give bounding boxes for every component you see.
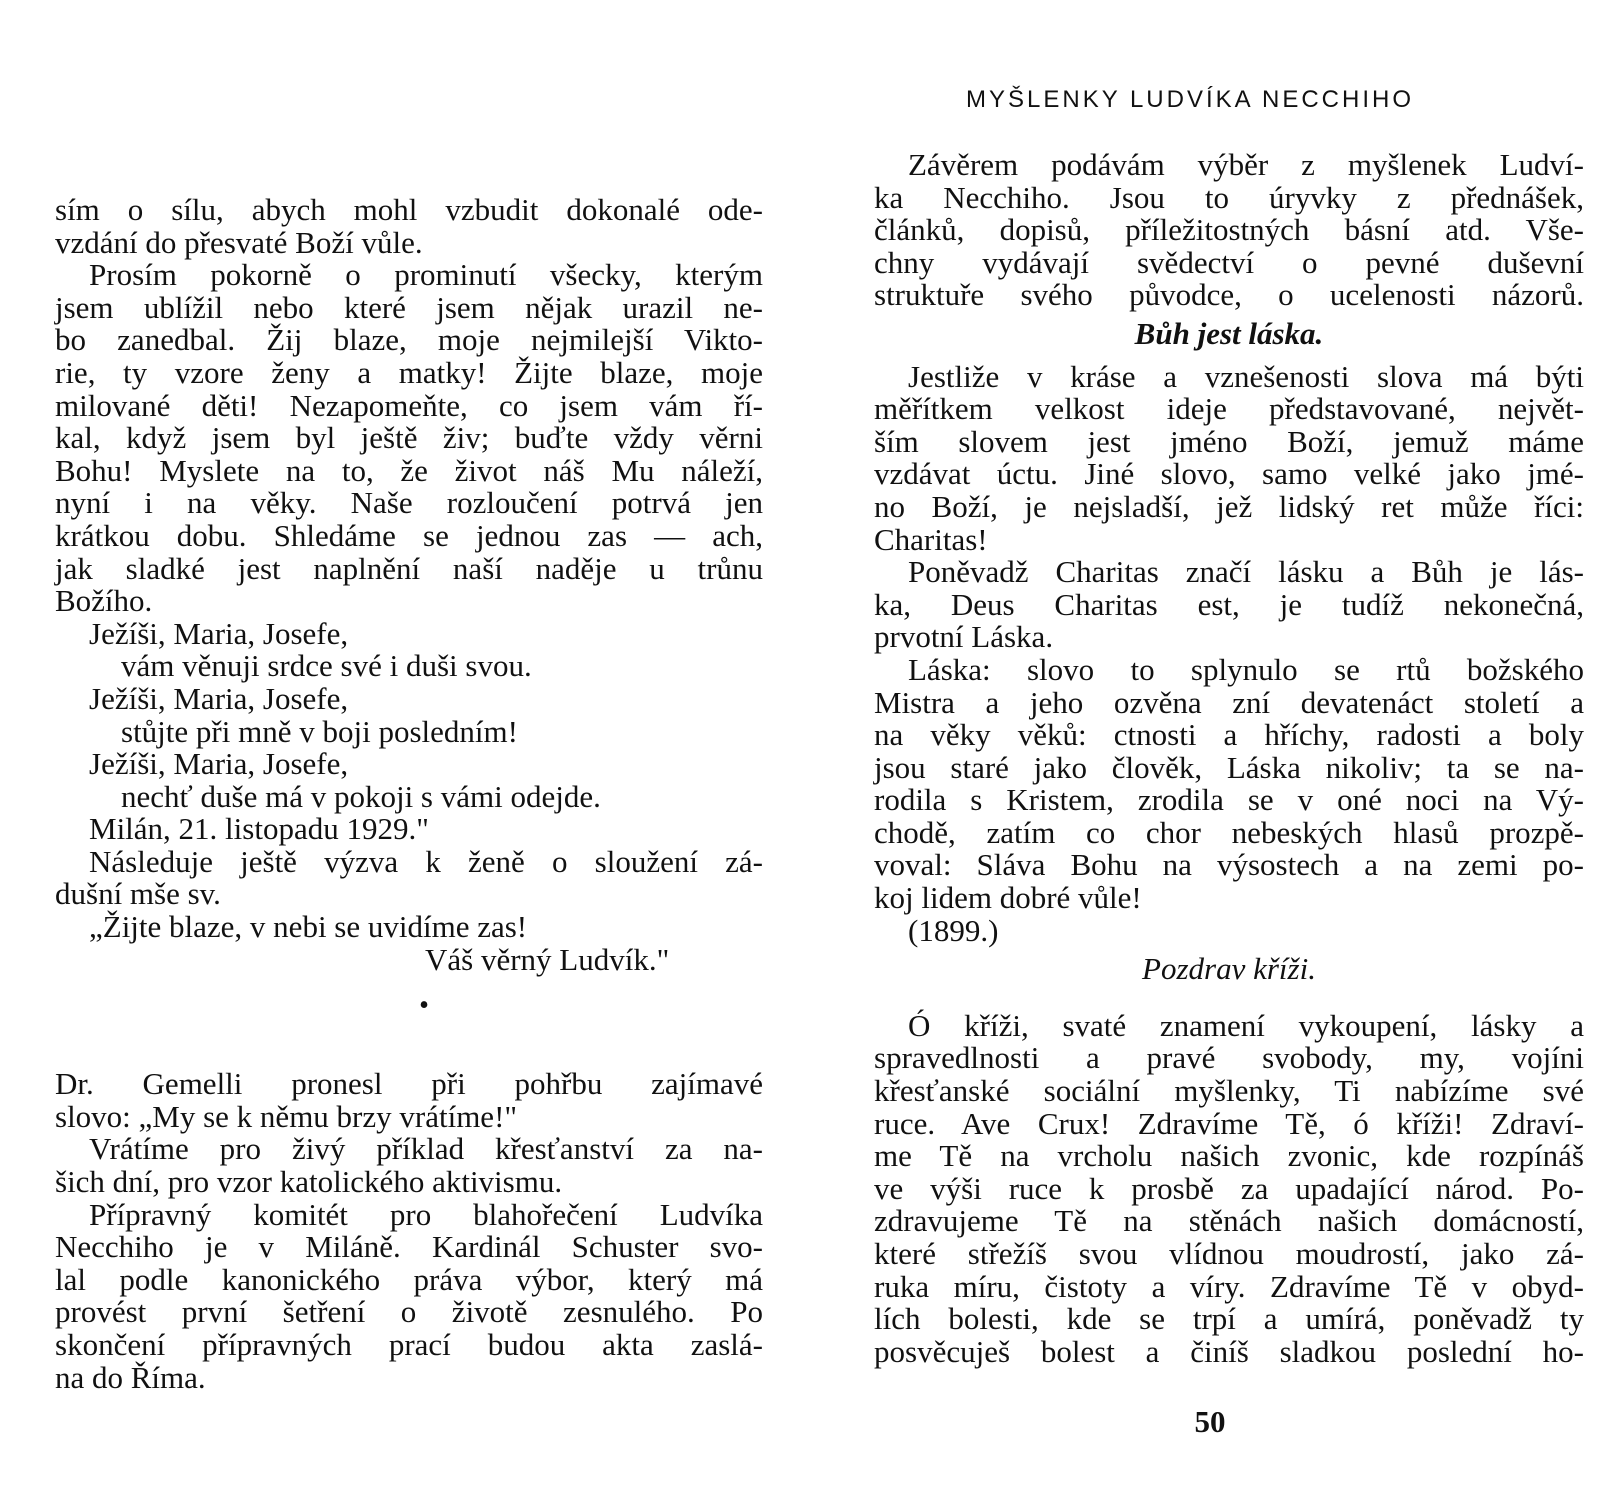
- closing-line: „Žijte blaze, v nebi se uvidíme zas!: [89, 909, 528, 945]
- text-line: křesťanské sociální myšlenky, Ti nabízíme své: [874, 1073, 1584, 1109]
- text-line: bo zanedbal. Žij blaze, moje nejmilejší Vikto-: [55, 322, 763, 358]
- text-line: kal, když jsem byl ještě živ; buďte vždy věrni: [55, 420, 763, 456]
- paragraph: [55, 1133, 763, 1198]
- paragraph: [55, 259, 763, 618]
- text-line: voval: Sláva Bohu na výsostech a na zemi po-: [874, 847, 1584, 883]
- page-number: 50: [1194, 1404, 1226, 1439]
- prayer-line: stůjte při mně v boji posledním!: [121, 713, 518, 749]
- text-line: Následuje ještě výzva k ženě o sloužení zá-: [89, 843, 763, 879]
- spacer: [55, 1036, 763, 1068]
- text-line: rie, ty vzore ženy a matky! Žijte blaze, moje: [55, 354, 763, 390]
- paragraph: [55, 1196, 763, 1395]
- text-line: ve výši ruce k prosbě za upadající národ. Po-: [874, 1170, 1584, 1206]
- text-line: Dr. Gemelli pronesl při pohřbu zajímavé: [55, 1066, 763, 1102]
- text-line: ka, Deus Charitas est, je tudíž nekonečná,: [874, 586, 1584, 622]
- paragraph: [874, 149, 1584, 312]
- text-line: Ó kříži, svaté znamení vykoupení, lásky a: [908, 1007, 1584, 1043]
- text-line: článků, dopisů, příležitostných básní atd. Vše-: [874, 212, 1584, 248]
- text-line: Jestliže v kráse a vznešenosti slova má býti: [908, 358, 1584, 394]
- text-line: na do Říma.: [55, 1359, 206, 1395]
- text-line: skončení přípravných prací budou akta zaslá-: [55, 1327, 763, 1362]
- text-line: které střežíš svou vlídnou moudrostí, jako zá-: [874, 1236, 1584, 1271]
- signature: Váš věrný Ludvík.": [425, 941, 670, 977]
- text-line: Prosím pokorně o prominutí všecky, kterým: [89, 257, 763, 293]
- text-line: Mistra a jeho ozvěna zní devatenáct století a: [874, 684, 1584, 720]
- text-line: no Boží, je nejsladší, jež lidský ret může říci:: [874, 488, 1584, 524]
- text-line: ruce. Ave Crux! Zdravíme Tě, ó kříži! Zdraví-: [874, 1105, 1584, 1141]
- text-line: prvotní Láska.: [874, 619, 1054, 655]
- text-line: rodila s Kristem, zrodila se v oné noci na Vý-: [874, 782, 1584, 818]
- text-line: Přípravný komitét pro blahořečení Ludvíka: [89, 1196, 763, 1232]
- text-line: koj lidem dobré vůle!: [874, 880, 1142, 916]
- text-line: ruka míru, čistoty a víry. Zdravíme Tě v obyd-: [874, 1268, 1584, 1304]
- text-line: Bohu! Myslete na to, že život náš Mu náleží,: [55, 452, 763, 488]
- text-line: chodě, zatím co chor nebeských hlasů prozpě-: [874, 814, 1584, 850]
- prayer: [55, 615, 763, 814]
- prayer-line: Ježíši, Maria, Josefe,: [89, 746, 349, 782]
- text-line: struktuře svého původce, o ucelenosti názorů.: [874, 277, 1584, 313]
- text-line: na věky věků: ctnosti a hříchy, radosti a boly: [874, 717, 1584, 753]
- prayer-line: vám věnuji srdce své i duši svou.: [121, 648, 532, 684]
- text-line: Láska: slovo to splynulo se rtů božského: [908, 651, 1584, 687]
- text-line: vzdání do přesvaté Boží vůle.: [55, 224, 423, 260]
- text-line: Závěrem podávám výběr z myšlenek Ludví-: [908, 147, 1584, 182]
- text-line: lal podle kanonického práva výbor, který má: [55, 1261, 763, 1297]
- left-column: [55, 194, 763, 1394]
- text-line: zdravujeme Tě na stěnách našich domácností,: [874, 1203, 1584, 1239]
- paragraph: [55, 194, 763, 259]
- right-column: [874, 149, 1584, 1368]
- text-line: měřítkem velkost ideje představované, největ-: [874, 391, 1584, 427]
- section-title: Pozdrav kříži.: [1142, 951, 1316, 987]
- text-line: nyní i na věky. Naše rozloučení potrvá jen: [55, 485, 763, 521]
- running-header: MYŠLENKY LUDVÍKA NECCHIHO: [966, 86, 1414, 113]
- year-note: (1899.): [908, 912, 999, 948]
- text-line: Necchiho je v Miláně. Kardinál Schuster svo-: [55, 1229, 763, 1265]
- text-line: lích bolesti, kde se trpí a umírá, poněvadž ty: [874, 1301, 1584, 1337]
- text-line: jak sladké jest naplnění naší naděje u trůnu: [55, 550, 763, 586]
- prayer-line: nechť duše má v pokoji s vámi odejde.: [121, 778, 601, 814]
- text-line: posvěcuješ bolest a činíš sladkou poslední ho-: [874, 1333, 1584, 1369]
- text-line: Poněvadž Charitas značí lásku a Bůh je lás-: [908, 554, 1584, 590]
- text-line: jsou staré jako člověk, Láska nikoliv; ta se na-: [874, 749, 1584, 785]
- text-line: me Tě na vrcholu našich zvonic, kde rozpínáš: [874, 1138, 1584, 1174]
- text-line: dušní mše sv.: [55, 876, 221, 912]
- paragraph: [874, 556, 1584, 654]
- text-line: Božího.: [55, 583, 153, 619]
- paragraph: [874, 1007, 1584, 1369]
- text-line: ka Necchiho. Jsou to úryvky z přednášek,: [874, 179, 1584, 215]
- text-line: krátkou dobu. Shledáme se jednou zas — ach,: [55, 517, 763, 553]
- paragraph: [874, 358, 1584, 557]
- text-line: spravedlnosti a pravé svobody, my, vojíni: [874, 1040, 1584, 1076]
- text-line: sím o sílu, abych mohl vzbudit dokonalé ode-: [55, 192, 763, 227]
- prayer-line: Ježíši, Maria, Josefe,: [89, 615, 349, 651]
- place-date: Milán, 21. listopadu 1929.": [89, 811, 429, 847]
- text-line: chny vydávají svědectví o pevné duševní: [874, 244, 1584, 280]
- text-line: ším slovem jest jméno Boží, jemuž máme: [874, 423, 1584, 459]
- prayer-line: Ježíši, Maria, Josefe,: [89, 680, 349, 716]
- text-line: Charitas!: [874, 521, 988, 557]
- paragraph: [874, 651, 1584, 916]
- text-line: Vrátíme pro živý příklad křesťanství za na-: [89, 1131, 763, 1167]
- text-line: milované děti! Nezapomeňte, co jsem vám ří-: [55, 387, 763, 423]
- text-line: vzdávat úctu. Jiné slovo, samo velké jako jmé-: [874, 456, 1584, 492]
- text-line: šich dní, pro vzor katolického aktivismu.: [55, 1164, 563, 1200]
- section-title: Bůh jest láska.: [1134, 315, 1324, 351]
- paragraph: [55, 1068, 763, 1133]
- text-line: provést první šetření o životě zesnulého. Po: [55, 1294, 763, 1330]
- section-separator: •: [419, 990, 429, 1022]
- paragraph: [55, 843, 763, 912]
- text-line: jsem ublížil nebo které jsem nějak urazil ne-: [55, 289, 763, 325]
- text-line: slovo: „My se k němu brzy vrátíme!": [55, 1098, 518, 1134]
